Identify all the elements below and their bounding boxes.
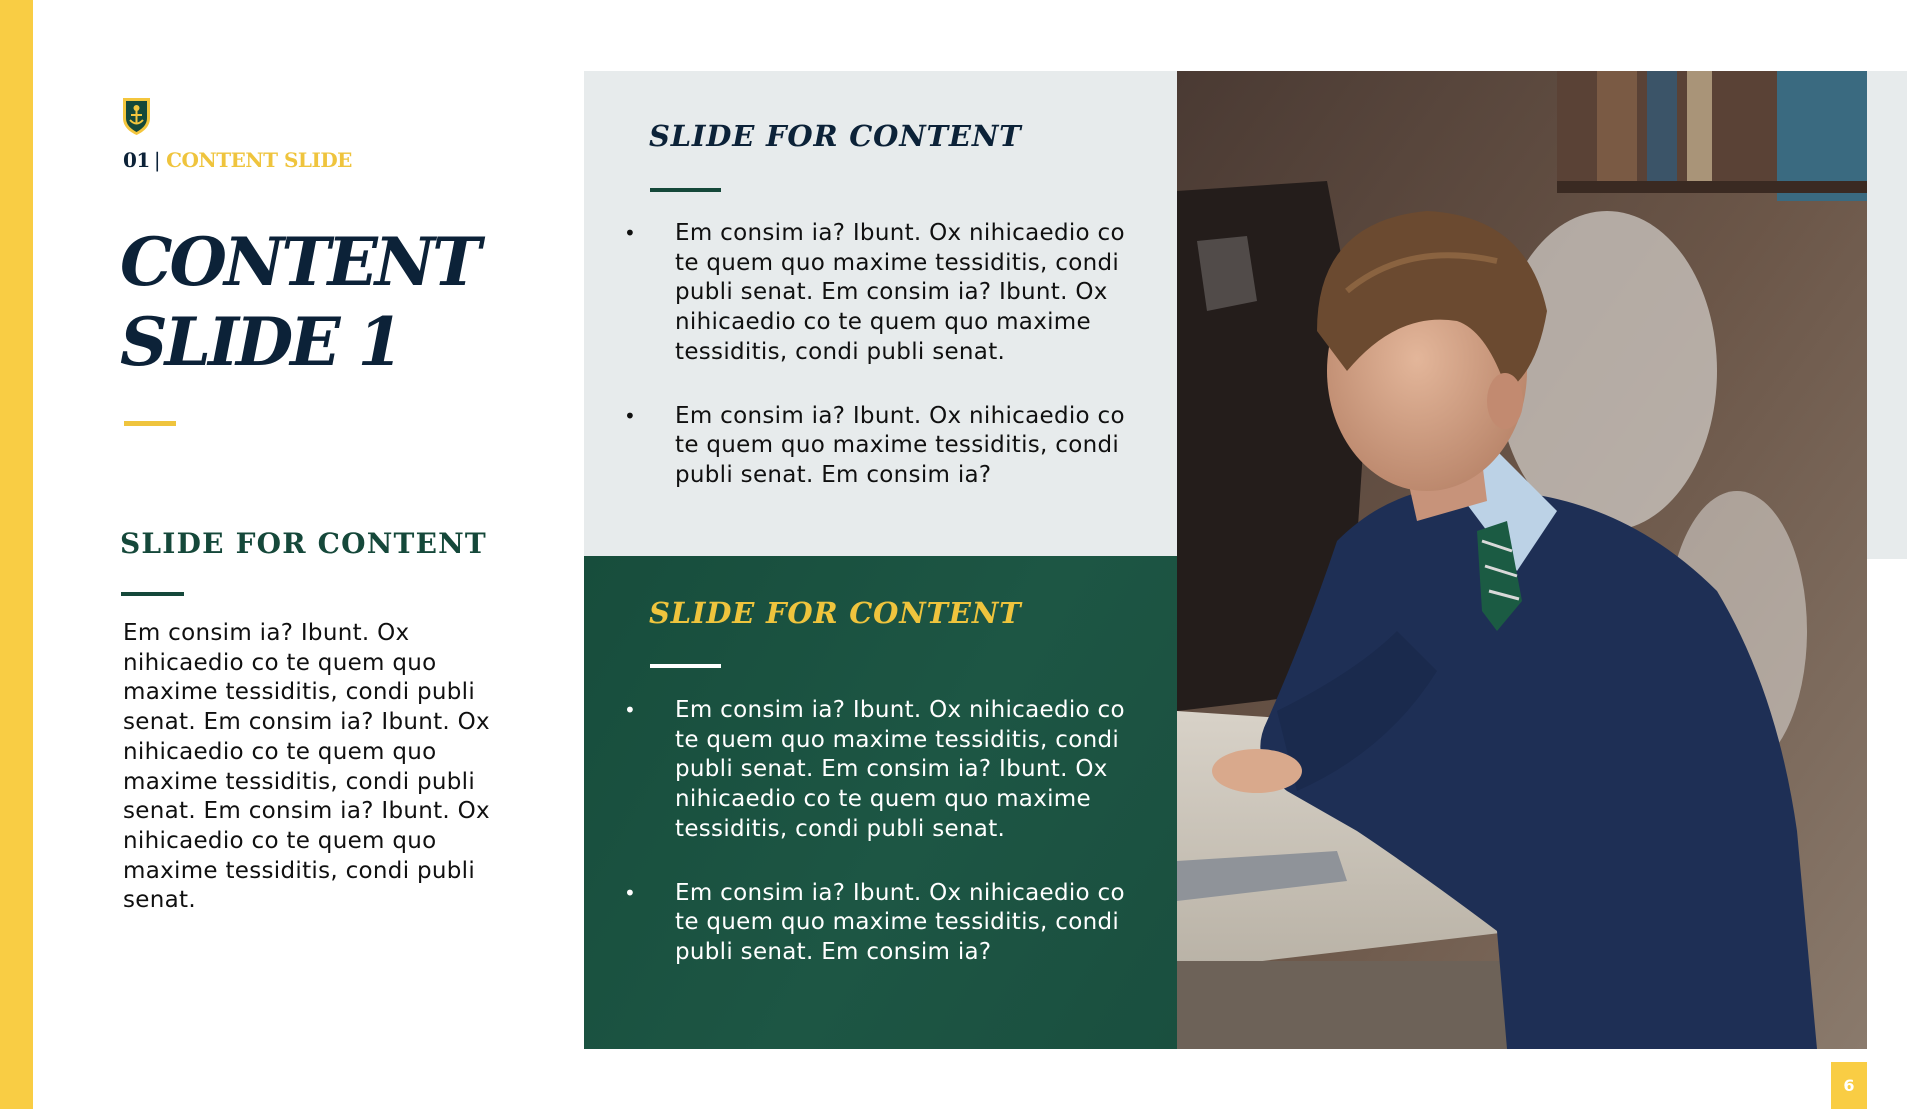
- section-label: [123, 148, 352, 172]
- left-accent-bar: [0, 0, 33, 1109]
- panel-top-rule: [650, 188, 721, 192]
- section-name: CONTENT SLIDE: [166, 148, 352, 172]
- panel-bottom-list: [624, 696, 1154, 1002]
- content-panel-top: [584, 71, 1177, 556]
- page-number-badge: 6: [1831, 1062, 1867, 1109]
- school-crest-icon: [121, 96, 152, 136]
- list-item: • Em consim ia? Ibunt. Ox nihicaedio co te quem quo maxime tessiditis, condi publi senat. Em consim ia?: [624, 879, 1154, 968]
- panel-bottom-rule: [650, 664, 721, 668]
- list-item: • Em consim ia? Ibunt. Ox nihicaedio co te quem quo maxime tessiditis, condi publi senat. Em consim ia? Ibunt. Ox nihicaedio co te quem quo maxime tessiditis, condi publi senat.: [624, 696, 1154, 845]
- side-accent-strip: [1867, 71, 1907, 559]
- left-heading-rule: [121, 592, 184, 596]
- content-panel-bottom: [584, 556, 1177, 1049]
- list-item: • Em consim ia? Ibunt. Ox nihicaedio co te quem quo maxime tessiditis, condi publi senat. Em consim ia? Ibunt. Ox nihicaedio co te quem quo maxime tessiditis, condi publi senat.: [624, 219, 1154, 368]
- slide-title: [120, 222, 478, 382]
- slide-title-line2: SLIDE 1: [120, 303, 401, 381]
- panel-bottom-heading: SLIDE FOR CONTENT: [649, 596, 1022, 630]
- student-studying-photo: [1177, 71, 1867, 1049]
- panel-top-list: [624, 219, 1154, 525]
- slide-title-line1: CONTENT: [120, 223, 479, 301]
- panel-top-heading: SLIDE FOR CONTENT: [649, 119, 1022, 153]
- title-accent-rule: [124, 421, 176, 426]
- section-number: 01: [123, 148, 150, 172]
- left-column-body: Em consim ia? Ibunt. Ox nihicaedio co te quem quo maxime tessiditis, condi publi senat. Em consim ia? Ibunt. Ox nihicaedio co te quem quo maxime tessiditis, condi publi senat. Em consim ia? Ibunt. Ox nihicaedio co te quem quo maxime tessiditis, condi publi senat.: [123, 620, 490, 914]
- section-separator: |: [153, 148, 161, 172]
- left-column-heading: SLIDE FOR CONTENT: [120, 527, 487, 560]
- list-item: • Em consim ia? Ibunt. Ox nihicaedio co te quem quo maxime tessiditis, condi publi senat. Em consim ia?: [624, 402, 1154, 491]
